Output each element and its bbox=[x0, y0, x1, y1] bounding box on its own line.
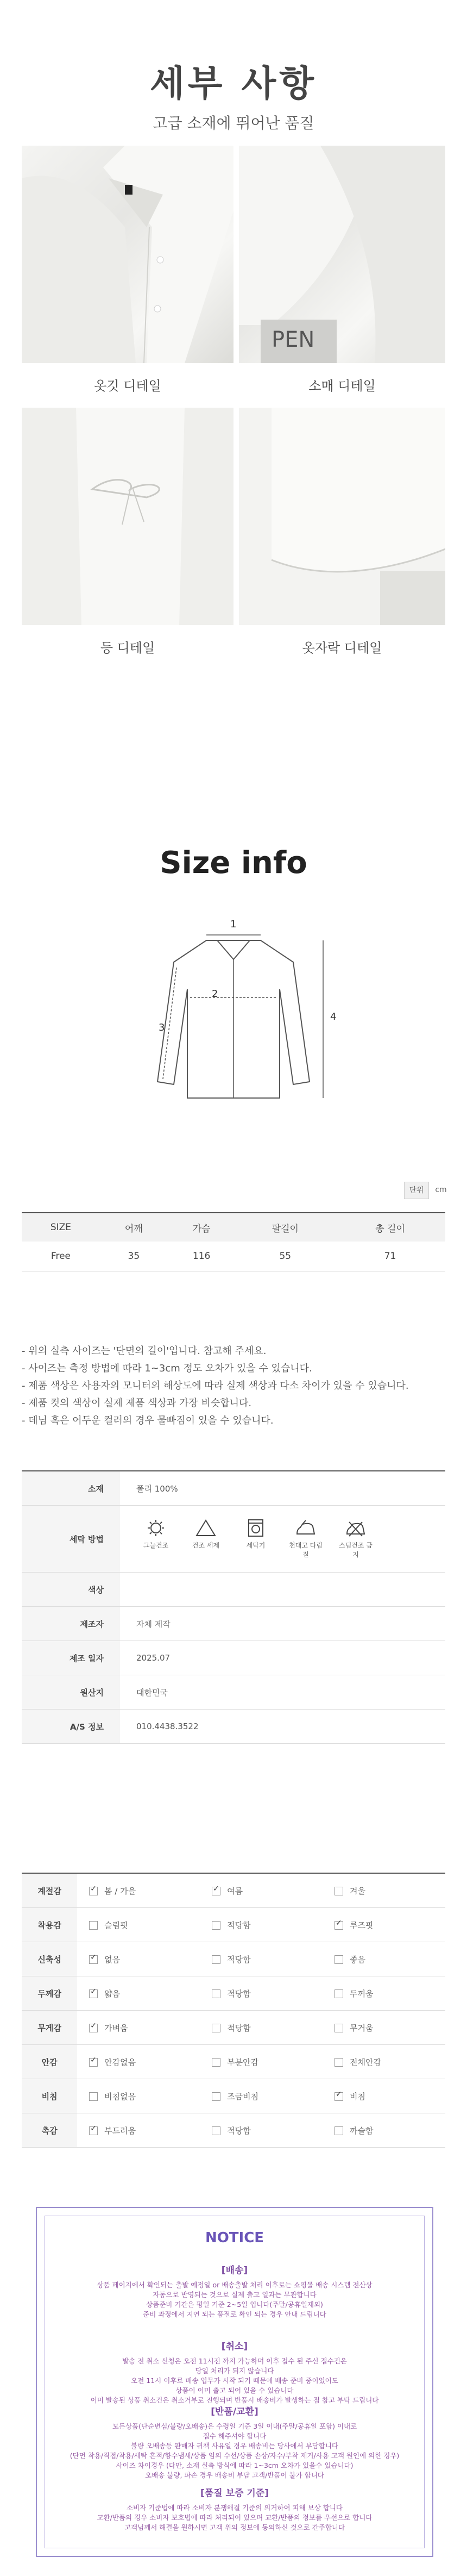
attribute-row bbox=[22, 2079, 445, 2113]
size-header: 총 길이 bbox=[335, 1213, 445, 1242]
spec-value: 2025.07 bbox=[120, 1641, 445, 1675]
wash-item: 스팀건조 금지 bbox=[337, 1519, 375, 1559]
attribute-option bbox=[200, 2011, 323, 2045]
note-line: - 사이즈는 측정 방법에 따라 1~3cm 정도 오차가 있을 수 있습니다. bbox=[22, 1363, 312, 1374]
checkbox-icon bbox=[89, 1989, 98, 1998]
notice-line: 교환/반품의 경우 소비자 보호법에 따라 처리되어 있으며 교환/반품의 정보를 우선으로 합니다 bbox=[97, 2513, 373, 2522]
iron-icon bbox=[295, 1519, 317, 1537]
attribute-label: 신축성 bbox=[22, 1942, 77, 1976]
notice-section-heading: [반품/교환] bbox=[211, 2406, 258, 2417]
wash-item: 그늘건조 bbox=[137, 1519, 175, 1559]
notice-line: 상품이 이미 출고 되어 있을 수 있습니다 bbox=[175, 2386, 294, 2394]
attribute-label: 착용감 bbox=[22, 1908, 77, 1942]
option-label: 부분안감 bbox=[227, 2057, 259, 2067]
attribute-table bbox=[22, 1873, 445, 2148]
spec-value: 자체 제작 bbox=[120, 1607, 445, 1641]
measure-label-length: 4 bbox=[330, 1011, 337, 1022]
notice-line: 불량 오배송등 판매자 귀책 사유일 경우 배송비는 당사에서 부담합니다 bbox=[131, 2442, 338, 2450]
attribute-option bbox=[200, 2079, 323, 2113]
steam-iron-icon bbox=[345, 1519, 367, 1537]
page-title: 세부 사항 bbox=[149, 63, 317, 104]
spec-label: 소재 bbox=[22, 1471, 120, 1506]
option-label: 안감없음 bbox=[104, 2057, 136, 2067]
option-label: 조금비침 bbox=[227, 2091, 259, 2101]
notice-line: (단먼 착용/직접/착용/세탁 흔적/향수냄새/상품 임의 수선/상품 손상/자수/부착 제거/사용 고객 원인에 의한 경우) bbox=[70, 2452, 400, 2460]
spec-label: 제조자 bbox=[22, 1607, 120, 1641]
size-cell: 116 bbox=[168, 1242, 236, 1271]
notice-line: 모든상품(단순변심/불량/오배송)은 수령일 기준 3일 이내(주말/공휴일 포함) 이내로 bbox=[112, 2422, 357, 2430]
note-line: - 위의 실측 사이즈는 '단면의 길이'입니다. 참고해 주세요. bbox=[22, 1345, 267, 1357]
attribute-option bbox=[77, 1976, 200, 2011]
attribute-row bbox=[22, 2011, 445, 2045]
attribute-option bbox=[77, 1908, 200, 1942]
size-cell: Free bbox=[22, 1242, 100, 1271]
spec-label: 제조 일자 bbox=[22, 1641, 120, 1675]
detail-caption: 옷깃 디테일 bbox=[94, 378, 161, 394]
option-label: 비침 bbox=[350, 2091, 366, 2101]
attribute-option bbox=[200, 1873, 323, 1908]
measure-label-chest: 2 bbox=[212, 988, 218, 1000]
attribute-option bbox=[323, 2011, 445, 2045]
option-label: 얇음 bbox=[104, 1988, 121, 1999]
washing-machine-icon bbox=[245, 1519, 267, 1537]
notice-line: 사이즈 차이경우 (다만, 소재 실측 방식에 따라 1~3cm 오차가 있을수 있습니다) bbox=[116, 2461, 354, 2469]
attribute-option bbox=[200, 2045, 323, 2079]
size-cell: 35 bbox=[100, 1242, 168, 1271]
note-line: - 제품 색상은 사용자의 모니터의 해상도에 따라 실제 색상과 다소 차이가 있을 수 있습니다. bbox=[22, 1380, 409, 1392]
option-label: 좋음 bbox=[350, 1954, 366, 1964]
size-header: 가슴 bbox=[168, 1213, 236, 1242]
option-label: 없음 bbox=[104, 1954, 121, 1964]
checkbox-icon bbox=[335, 1887, 343, 1895]
option-label: 겨울 bbox=[350, 1886, 366, 1896]
attribute-option bbox=[77, 2113, 200, 2148]
attribute-label: 두께감 bbox=[22, 1976, 77, 2011]
checkbox-icon bbox=[335, 1989, 343, 1998]
checkbox-icon bbox=[89, 2058, 98, 2067]
attribute-option bbox=[77, 2045, 200, 2079]
attribute-option bbox=[77, 2011, 200, 2045]
checkbox-icon bbox=[89, 1921, 98, 1930]
option-label: 두꺼움 bbox=[350, 1988, 374, 1999]
checkbox-icon bbox=[335, 1921, 343, 1930]
option-label: 비침없음 bbox=[104, 2091, 136, 2101]
svg-text:PEN: PEN bbox=[272, 327, 315, 352]
table-row bbox=[22, 1242, 445, 1271]
unit-label: 단위 bbox=[404, 1182, 429, 1199]
size-table bbox=[22, 1212, 445, 1271]
size-header: 팔길이 bbox=[236, 1213, 336, 1242]
size-header: 어깨 bbox=[100, 1213, 168, 1242]
attribute-option bbox=[323, 1873, 445, 1908]
size-info-title: Size info bbox=[160, 845, 307, 881]
detail-caption: 등 디테일 bbox=[100, 640, 155, 656]
option-label: 봄 / 가을 bbox=[104, 1886, 136, 1896]
notice-line: 오전 11시 이후로 배송 업무가 시작 되기 때문에 배송 준비 중이었어도 bbox=[131, 2377, 338, 2385]
wash-icons bbox=[121, 1519, 445, 1559]
checkbox-icon bbox=[212, 2024, 220, 2032]
attribute-label: 무게감 bbox=[22, 2011, 77, 2045]
option-label: 부드러움 bbox=[104, 2125, 136, 2136]
attribute-option bbox=[77, 1942, 200, 1976]
attribute-option bbox=[200, 1908, 323, 1942]
notice-section-heading: [품질 보증 기준] bbox=[200, 2488, 269, 2499]
attribute-option bbox=[323, 2113, 445, 2148]
checkbox-icon bbox=[89, 2126, 98, 2135]
checkbox-icon bbox=[335, 2058, 343, 2067]
size-header: SIZE bbox=[22, 1213, 100, 1242]
checkbox-icon bbox=[89, 1955, 98, 1964]
attribute-option bbox=[200, 1976, 323, 2011]
attribute-option bbox=[200, 1942, 323, 1976]
notice-line: 발송 전 취소 신청은 오전 11시전 까지 가능하며 이후 접수 된 주신 접수건은 bbox=[122, 2357, 347, 2365]
checkbox-icon bbox=[212, 2058, 220, 2067]
unit-toggle bbox=[404, 1182, 453, 1199]
measure-label-sleeve: 3 bbox=[159, 1022, 165, 1033]
notice-line: 오배송 불량, 파손 경우 배송비 부담 고객/반품이 불가 합니다 bbox=[145, 2471, 324, 2479]
option-label: 적당함 bbox=[227, 1920, 251, 1930]
checkbox-icon bbox=[212, 2126, 220, 2135]
option-label: 적당함 bbox=[227, 1954, 251, 1964]
notice-line: 준비 과정에서 지연 되는 품절로 확인 되는 경우 안내 드립니다 bbox=[143, 2310, 326, 2318]
option-label: 루즈핏 bbox=[350, 1920, 374, 1930]
attribute-option bbox=[323, 1942, 445, 1976]
size-cell: 71 bbox=[335, 1242, 445, 1271]
notice-box bbox=[36, 2207, 433, 2557]
option-label: 적당함 bbox=[227, 1988, 251, 1999]
spec-label: 원산지 bbox=[22, 1675, 120, 1710]
attribute-label: 촉감 bbox=[22, 2113, 77, 2148]
attribute-row bbox=[22, 1942, 445, 1976]
attribute-row bbox=[22, 1873, 445, 1908]
notice-line: 상품 페이지에서 확인되는 출발 예정일 or 배송출발 처리 이후로는 쇼핑몰 배송 시스템 전산상 bbox=[97, 2281, 373, 2289]
hem-detail-photo bbox=[239, 408, 445, 625]
checkbox-icon bbox=[212, 1989, 220, 1998]
attribute-label: 계절감 bbox=[22, 1873, 77, 1908]
notice-section bbox=[37, 2485, 432, 2533]
notice-section bbox=[37, 2404, 432, 2480]
checkbox-icon bbox=[89, 2024, 98, 2032]
notice-line: 소비자 기준법에 따라 소비자 분쟁해결 기준의 의거하여 피해 보상 합니다 bbox=[126, 2504, 343, 2512]
option-label: 까슬함 bbox=[350, 2125, 374, 2136]
attribute-option bbox=[323, 1976, 445, 2011]
option-label: 무거움 bbox=[350, 2023, 374, 2033]
spec-label: 색상 bbox=[22, 1573, 120, 1607]
shirt-measurement-diagram bbox=[125, 919, 342, 1114]
detail-caption: 소매 디테일 bbox=[308, 378, 376, 394]
notice-title: NOTICE bbox=[205, 2230, 264, 2246]
spec-value: 대한민국 bbox=[120, 1675, 445, 1710]
checkbox-icon bbox=[89, 2092, 98, 2101]
option-label: 여름 bbox=[227, 1886, 243, 1896]
checkbox-icon bbox=[212, 2092, 220, 2101]
notice-section-heading: [취소] bbox=[221, 2341, 248, 2352]
page-subtitle: 고급 소재에 뛰어난 품질 bbox=[153, 114, 314, 132]
notice-line: 이미 발송된 상품 취소건은 취소거부로 진행되며 반품시 배송비가 발생하는 점 참고 부탁 드립니다 bbox=[90, 2396, 379, 2404]
wash-item: 세탁기 bbox=[237, 1519, 275, 1559]
notice-section-heading: [배송] bbox=[221, 2265, 248, 2276]
checkbox-icon bbox=[335, 1955, 343, 1964]
notice-line: 당일 처리가 되지 않습니다 bbox=[195, 2367, 274, 2375]
measure-label-shoulder: 1 bbox=[230, 919, 237, 930]
back-detail-photo bbox=[22, 408, 234, 625]
spec-value bbox=[120, 1573, 445, 1607]
notice-line: 접수 해주셔야 합니다 bbox=[203, 2432, 267, 2440]
attribute-option bbox=[77, 1873, 200, 1908]
wash-item: 천대고 다림질 bbox=[287, 1519, 325, 1559]
attribute-option bbox=[323, 2079, 445, 2113]
collar-detail-photo bbox=[22, 146, 234, 363]
attribute-label: 안감 bbox=[22, 2045, 77, 2079]
notice-line: 고객님께서 해결을 원하시면 고객 위의 정보에 동의하신 것으로 간주합니다 bbox=[124, 2523, 345, 2531]
option-label: 전체안감 bbox=[350, 2057, 382, 2067]
unit-cm: cm bbox=[435, 1186, 447, 1194]
option-label: 적당함 bbox=[227, 2023, 251, 2033]
attribute-option bbox=[323, 1908, 445, 1942]
option-label: 가벼움 bbox=[104, 2023, 128, 2033]
checkbox-icon bbox=[89, 1887, 98, 1895]
notice-line: 자동으로 반영되는 것으로 실제 출고 일과는 무관합니다 bbox=[153, 2291, 317, 2299]
notice-line: 상품준비 기간은 평일 기준 2~5일 입니다(주말/공휴일제외) bbox=[146, 2300, 323, 2309]
attribute-option bbox=[77, 2079, 200, 2113]
attribute-row bbox=[22, 1908, 445, 1942]
sleeve-detail-photo bbox=[239, 146, 445, 363]
detail-caption: 옷자락 디테일 bbox=[302, 640, 382, 656]
checkbox-icon bbox=[212, 1887, 220, 1895]
note-line: - 제품 컷의 색상이 실제 제품 색상과 가장 비슷합니다. bbox=[22, 1398, 252, 1409]
spec-value: 폴리 100% bbox=[120, 1471, 445, 1506]
size-cell: 55 bbox=[236, 1242, 336, 1271]
triangle-bleach-icon bbox=[195, 1519, 217, 1537]
hand-wash-icon bbox=[145, 1519, 167, 1537]
checkbox-icon bbox=[212, 1921, 220, 1930]
checkbox-icon bbox=[335, 2126, 343, 2135]
spec-label: A/S 정보 bbox=[22, 1710, 120, 1744]
attribute-row bbox=[22, 2045, 445, 2079]
checkbox-icon bbox=[212, 1955, 220, 1964]
attribute-label: 비침 bbox=[22, 2079, 77, 2113]
option-label: 적당함 bbox=[227, 2125, 251, 2136]
spec-value: 010.4438.3522 bbox=[120, 1710, 445, 1744]
attribute-row bbox=[22, 1976, 445, 2011]
attribute-row bbox=[22, 2113, 445, 2148]
option-label: 슬림핏 bbox=[104, 1920, 128, 1930]
notice-section bbox=[37, 2262, 432, 2319]
note-line: - 데님 혹은 어두운 컬러의 경우 물빠짐이 있을 수 있습니다. bbox=[22, 1415, 274, 1426]
checkbox-icon bbox=[335, 2092, 343, 2101]
attribute-option bbox=[323, 2045, 445, 2079]
notice-section bbox=[37, 2338, 432, 2405]
size-notes bbox=[22, 1343, 445, 1430]
checkbox-icon bbox=[335, 2024, 343, 2032]
wash-item: 건조 세제 bbox=[187, 1519, 225, 1559]
spec-label: 세탁 방법 bbox=[22, 1506, 120, 1573]
product-spec-table bbox=[22, 1470, 445, 1744]
attribute-option bbox=[200, 2113, 323, 2148]
